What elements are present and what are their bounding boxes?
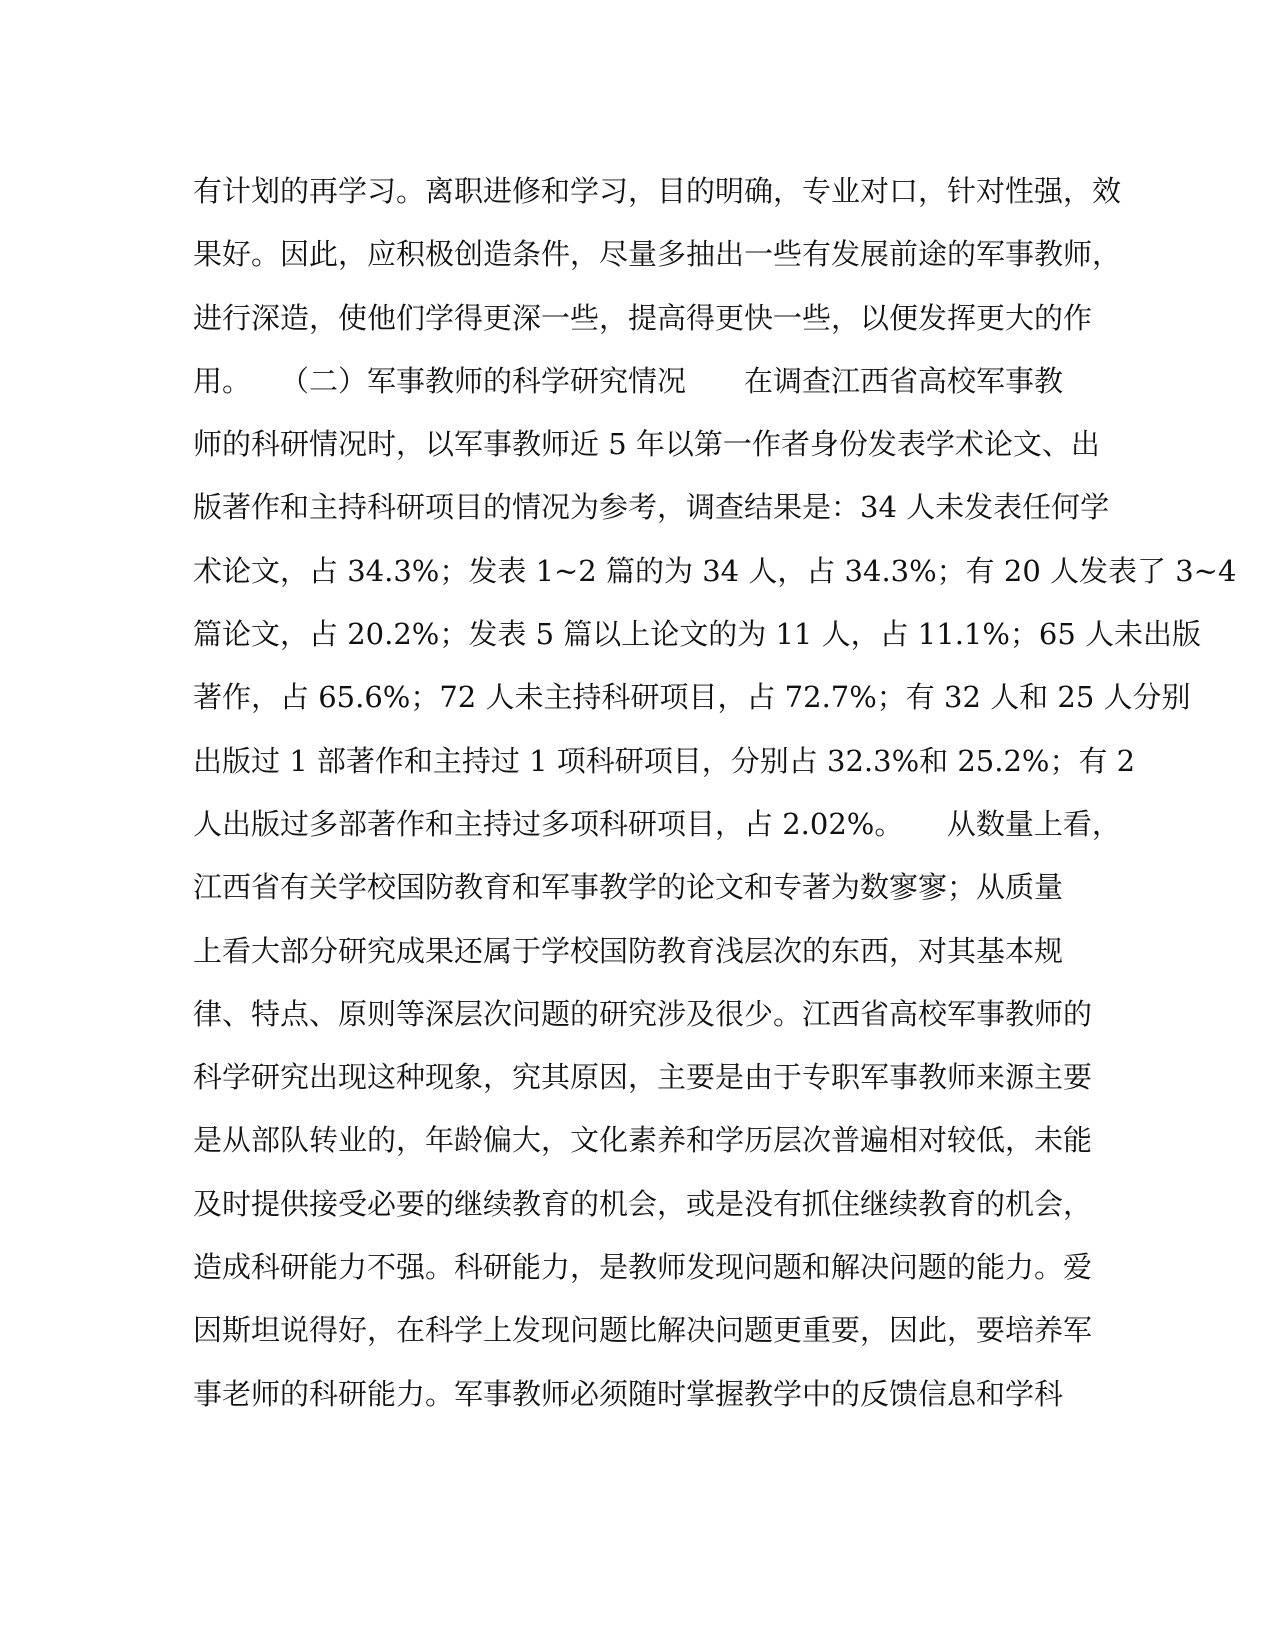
- body-text: [193, 160, 1237, 1426]
- text-line: 出版过 1 部著作和主持过 1 项科研项目，分别占 32.3%和 25.2%；有 2: [193, 743, 1136, 778]
- text-line: 是从部队转业的，年龄偏大，文化素养和学历层次普遍相对较低，未能: [193, 1123, 1093, 1158]
- text-line: 进行深造，使他们学得更深一些，提高得更快一些，以便发挥更大的作: [193, 300, 1093, 335]
- text-line: 著作，占 65.6%；72 人未主持科研项目，占 72.7%；有 32 人和 25 人分别: [193, 680, 1191, 715]
- text-line: 人出版过多部著作和主持过多项科研项目，占 2.02%。 从数量上看，: [193, 806, 1121, 841]
- text-line: 江西省有关学校国防教育和军事教学的论文和专著为数寥寥；从质量: [193, 870, 1064, 905]
- text-line: 科学研究出现这种现象，究其原因，主要是由于专职军事教师来源主要: [193, 1060, 1093, 1095]
- text-line: 及时提供接受必要的继续教育的机会，或是没有抓住继续教育的机会，: [193, 1186, 1093, 1221]
- text-line: 上看大部分研究成果还属于学校国防教育浅层次的东西，对其基本规: [193, 933, 1064, 968]
- text-line: 用。 （二）军事教师的科学研究情况 在调查江西省高校军事教: [193, 363, 1064, 398]
- text-line: 律、特点、原则等深层次问题的研究涉及很少。江西省高校军事教师的: [193, 996, 1093, 1031]
- text-line: 事老师的科研能力。军事教师必须随时掌握教学中的反馈信息和学科: [193, 1376, 1064, 1411]
- text-line: 版著作和主持科研项目的情况为参考，调查结果是：34 人未发表任何学: [193, 490, 1110, 525]
- text-line: 因斯坦说得好，在科学上发现问题比解决问题更重要，因此，要培养军: [193, 1313, 1093, 1348]
- text-line: 有计划的再学习。离职进修和学习，目的明确，专业对口，针对性强，效: [193, 174, 1122, 208]
- text-line: 术论文，占 34.3%；发表 1~2 篇的为 34 人，占 34.3%；有 20 人发表了 3~4: [193, 553, 1237, 588]
- text-line: 篇论文，占 20.2%；发表 5 篇以上论文的为 11 人，占 11.1%；65 人未出版: [193, 617, 1202, 652]
- text-line: 造成科研能力不强。科研能力，是教师发现问题和解决问题的能力。爱: [193, 1250, 1093, 1285]
- text-line: 果好。因此，应积极创造条件，尽量多抽出一些有发展前途的军事教师，: [193, 237, 1122, 272]
- text-line: 师的科研情况时，以军事教师近 5 年以第一作者身份发表学术论文、出: [193, 427, 1100, 462]
